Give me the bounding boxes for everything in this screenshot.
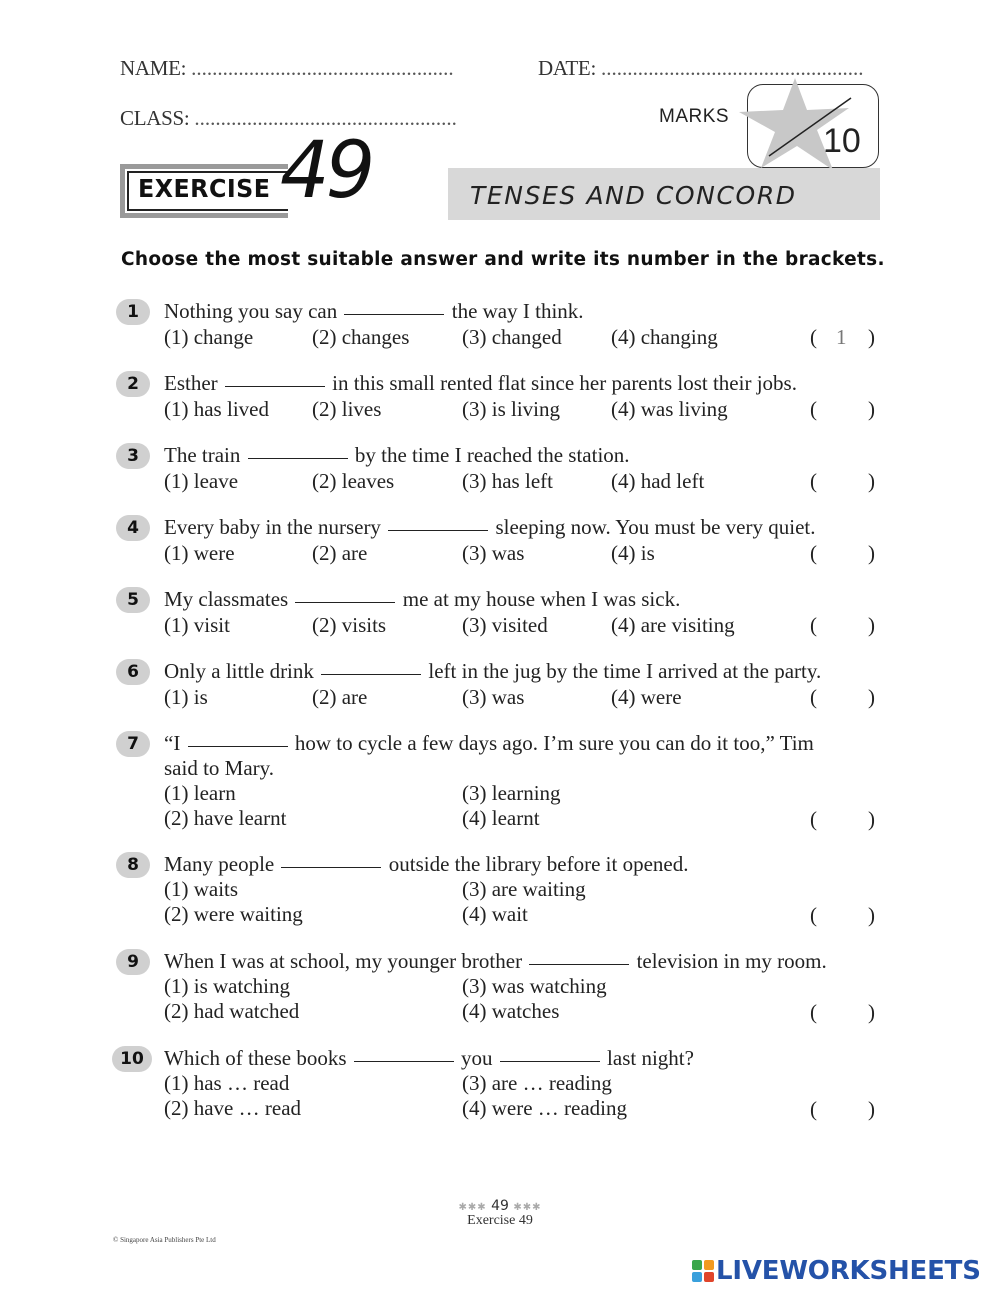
option-3: (3) learning [462,781,561,805]
option-4: (4) is [611,541,655,565]
logo-grid-icon [692,1260,714,1282]
marks-box [655,84,880,168]
option-4: (4) learnt [462,806,540,830]
option-2: (2) are [312,541,368,565]
date-label: DATE: [538,56,596,80]
option-3: (3) are … reading [462,1071,612,1095]
date-dots[interactable]: .................................................. [600,56,864,80]
option-2: (2) lives [312,397,382,421]
question-number: 7 [116,731,150,757]
answer-blank [354,1061,454,1062]
question-stem: Only a little drink left in the jug by the time I arrived at the party. [164,659,822,683]
answer-value: 1 [836,325,847,349]
option-1: (1) is watching [164,974,290,998]
option-2: (2) are [312,685,368,709]
footer-exercise-label: Exercise 49 [467,1213,533,1228]
question-number: 9 [116,949,150,975]
option-3: (3) changed [462,325,562,349]
option-2: (2) had watched [164,999,300,1023]
option-1: (1) waits [164,877,239,901]
option-4: (4) was living [611,397,728,421]
question-stem: “I how to cycle a few days ago. I’m sure you can do it too,” Tim [164,731,814,755]
answer-blank [188,746,288,747]
question-stem-continued: said to Mary. [164,756,275,780]
option-3: (3) was [462,685,525,709]
exercise-word: EXERCISE [138,174,271,203]
question-stem: Nothing you say can the way I think. [164,299,584,323]
answer-blank [225,386,325,387]
option-4: (4) changing [611,325,718,349]
question-number: 10 [112,1046,152,1072]
option-1: (1) leave [164,469,239,493]
class-dots[interactable]: .................................................. [194,106,457,130]
option-3: (3) are waiting [462,877,586,901]
option-1: (1) has … read [164,1071,290,1095]
liveworksheets-logo[interactable] [692,1256,992,1286]
option-4: (4) wait [462,902,528,926]
option-4: (4) watches [462,999,560,1023]
marks-total: 10 [823,122,861,160]
answer-blank [388,530,488,531]
answer-blank [529,964,629,965]
option-2: (2) were waiting [164,902,303,926]
option-4: (4) are visiting [611,613,735,637]
question-stem: Many people outside the library before it opened. [164,852,689,876]
question-number: 6 [116,659,150,685]
name-field [120,56,454,81]
option-2: (2) leaves [312,469,395,493]
answer-blank [321,674,421,675]
option-3: (3) was [462,541,525,565]
option-2: (2) visits [312,613,387,637]
instruction: Choose the most suitable answer and write its number in the brackets. [121,249,885,270]
option-4: (4) were … reading [462,1096,628,1120]
answer-blank [344,314,444,315]
answer-blank [295,602,395,603]
question-stem: Every baby in the nursery sleeping now. You must be very quiet. [164,515,816,539]
option-3: (3) visited [462,613,548,637]
option-1: (1) learn [164,781,236,805]
page-number: ✱✱✱ 49 ✱✱✱ [458,1198,542,1214]
question-stem: When I was at school, my younger brother television in my room. [164,949,827,973]
option-1: (1) has lived [164,397,269,421]
copyright: © Singapore Asia Publishers Pte Ltd [113,1236,216,1244]
option-3: (3) has left [462,469,553,493]
question-number: 8 [116,852,150,878]
name-dots[interactable]: .................................................. [191,56,454,80]
question-number: 5 [116,587,150,613]
option-4: (4) were [611,685,682,709]
question-number: 1 [116,299,150,325]
option-3: (3) is living [462,397,560,421]
question-stem: Esther in this small rented flat since her parents lost their jobs. [164,371,797,395]
logo-text: LIVEWORKSHEETS [716,1256,981,1286]
marks-label: MARKS [659,106,730,127]
answer-blank [281,867,381,868]
question-stem: My classmates me at my house when I was sick. [164,587,681,611]
option-2: (2) have … read [164,1096,302,1120]
answer-blank [248,458,348,459]
option-4: (4) had left [611,469,705,493]
answer-blank-2 [500,1061,600,1062]
option-2: (2) have learnt [164,806,287,830]
topic-title: TENSES AND CONCORD [470,181,797,210]
name-label: NAME: [120,56,187,80]
option-1: (1) were [164,541,235,565]
option-3: (3) was watching [462,974,607,998]
class-label: CLASS: [120,106,190,130]
exercise-number: 49 [280,126,372,216]
option-1: (1) visit [164,613,230,637]
question-stem: The train by the time I reached the station. [164,443,630,467]
question-number: 4 [116,515,150,541]
option-2: (2) changes [312,325,410,349]
question-number: 3 [116,443,150,469]
option-1: (1) is [164,685,208,709]
question-number: 2 [116,371,150,397]
option-1: (1) change [164,325,254,349]
question-stem: Which of these books you last night? [164,1046,694,1070]
